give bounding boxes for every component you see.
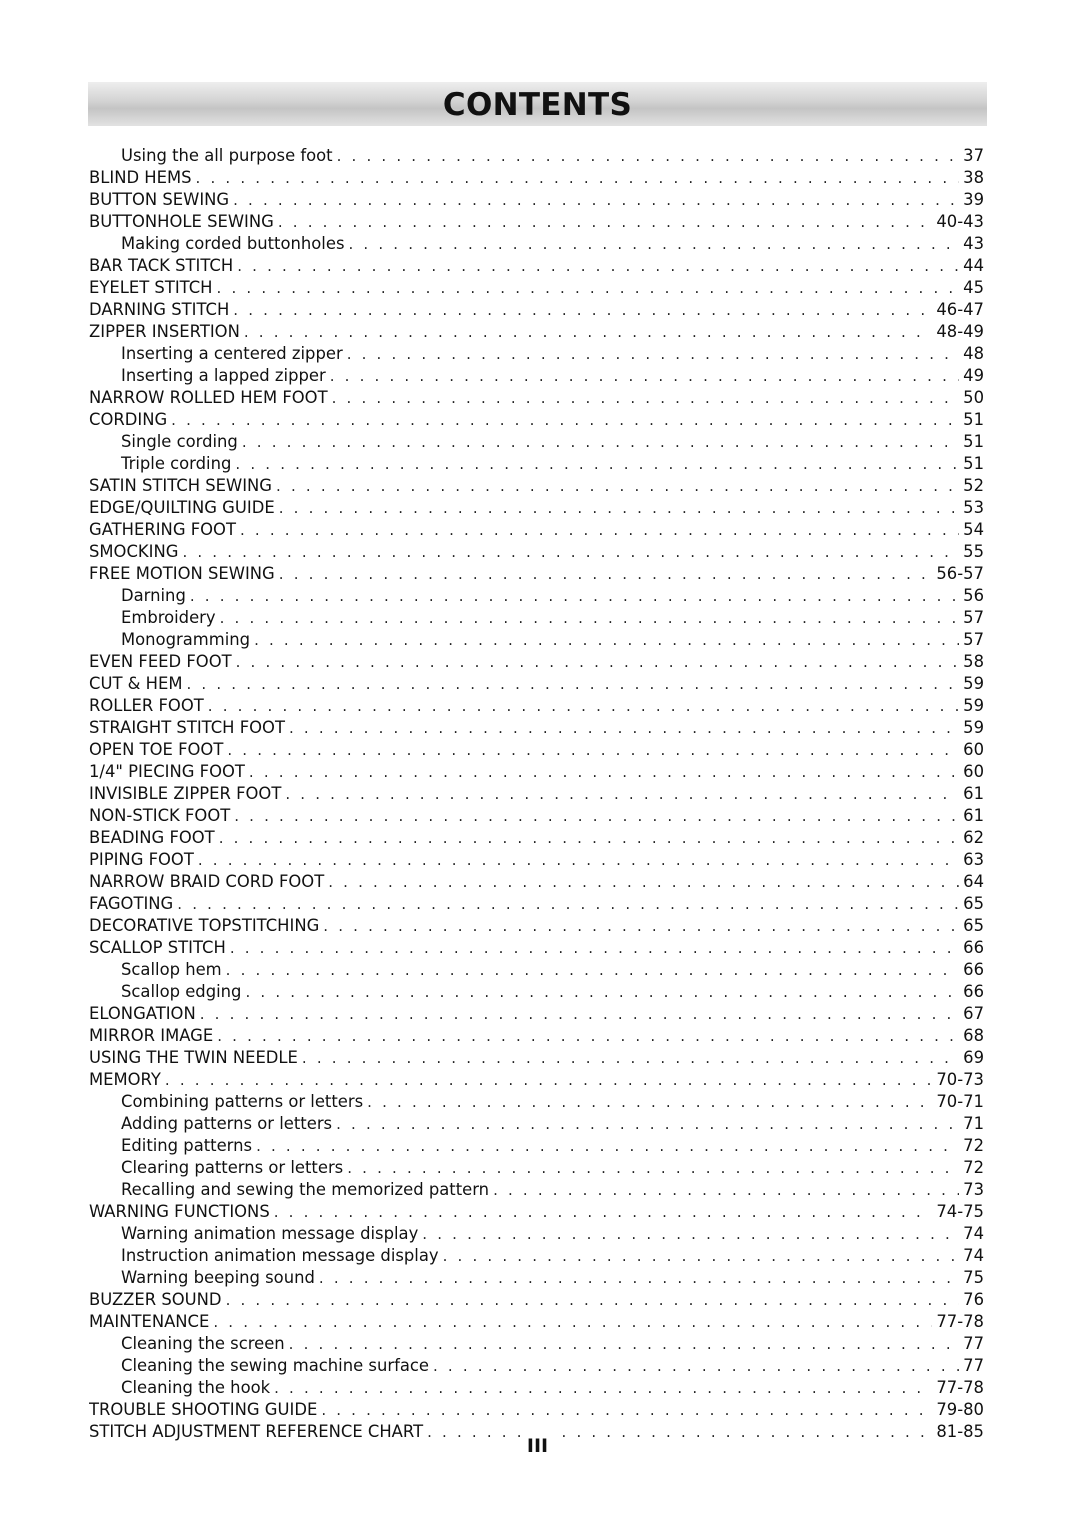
toc-entry-label: Embroidery [121, 608, 216, 627]
toc-entry-label: DARNING STITCH [89, 300, 230, 319]
dot-leader [244, 321, 933, 343]
dot-leader [177, 893, 959, 915]
toc-entry-label: Combining patterns or letters [121, 1092, 364, 1111]
toc-entry-page: 75 [963, 1268, 984, 1287]
toc-entry-label: Making corded buttonholes [121, 234, 345, 253]
toc-subentry [89, 981, 984, 1003]
toc-entry-page: 66 [963, 960, 984, 979]
dot-leader [233, 189, 959, 211]
toc-subentry [89, 1333, 984, 1355]
toc-entry [89, 1047, 984, 1069]
toc-entry-label: GATHERING FOOT [89, 520, 236, 539]
dot-leader [227, 739, 959, 761]
dot-leader [217, 277, 960, 299]
toc-entry-page: 74-75 [936, 1202, 984, 1221]
toc-entry-page: 51 [963, 454, 984, 473]
dot-leader [274, 1201, 933, 1223]
toc-subentry [89, 959, 984, 981]
dot-leader [422, 1223, 959, 1245]
dot-leader [348, 233, 959, 255]
toc-entry-page: 59 [963, 718, 984, 737]
toc-entry-label: NARROW BRAID CORD FOOT [89, 872, 325, 891]
toc-entry-label: Monogramming [121, 630, 251, 649]
toc-entry-page: 57 [963, 630, 984, 649]
contents-header-banner [88, 82, 987, 126]
dot-leader [279, 563, 933, 585]
toc-entry-label: Recalling and sewing the memorized pattern [121, 1180, 490, 1199]
dot-leader [336, 1113, 959, 1135]
toc-entry-label: Cleaning the sewing machine surface [121, 1356, 429, 1375]
dot-leader [433, 1355, 959, 1377]
toc-entry-label: MEMORY [89, 1070, 161, 1089]
dot-leader [274, 1377, 932, 1399]
toc-entry-label: Inserting a lapped zipper [121, 366, 326, 385]
toc-entry [89, 255, 984, 277]
dot-leader [289, 1333, 959, 1355]
toc-entry-label: WARNING FUNCTIONS [89, 1202, 270, 1221]
toc-entry-page: 45 [963, 278, 984, 297]
toc-entry-page: 77 [963, 1334, 984, 1353]
toc-entry-page: 66 [963, 982, 984, 1001]
toc-entry-label: MIRROR IMAGE [89, 1026, 214, 1045]
toc-entry-label: INVISIBLE ZIPPER FOOT [89, 784, 282, 803]
toc-entry-label: Scallop edging [121, 982, 242, 1001]
toc-entry-label: Darning [121, 586, 186, 605]
toc-entry-page: 70-71 [936, 1092, 984, 1111]
toc-entry-page: 60 [963, 740, 984, 759]
dot-leader [330, 365, 959, 387]
toc-entry-label: FAGOTING [89, 894, 174, 913]
toc-entry-page: 54 [963, 520, 984, 539]
toc-entry-page: 59 [963, 696, 984, 715]
dot-leader [165, 1069, 932, 1091]
toc-entry-page: 76 [963, 1290, 984, 1309]
toc-entry-page: 77-78 [936, 1312, 984, 1331]
toc-subentry [89, 1223, 984, 1245]
toc-entry-label: SMOCKING [89, 542, 179, 561]
toc-subentry [89, 1113, 984, 1135]
toc-entry-label: NARROW ROLLED HEM FOOT [89, 388, 328, 407]
toc-entry-page: 46-47 [936, 300, 984, 319]
table-of-contents [89, 145, 984, 1443]
toc-entry-label: TROUBLE SHOOTING GUIDE [89, 1400, 318, 1419]
toc-entry-label: BEADING FOOT [89, 828, 215, 847]
toc-subentry [89, 1091, 984, 1113]
toc-entry-page: 55 [963, 542, 984, 561]
toc-entry [89, 651, 984, 673]
toc-entry-label: 1/4" PIECING FOOT [89, 762, 245, 781]
toc-subentry [89, 629, 984, 651]
toc-entry-page: 39 [963, 190, 984, 209]
toc-entry [89, 1003, 984, 1025]
page-number-label: III [524, 1435, 551, 1457]
toc-entry-page: 74 [963, 1224, 984, 1243]
dot-leader [443, 1245, 960, 1267]
toc-subentry [89, 1267, 984, 1289]
toc-entry-page: 67 [963, 1004, 984, 1023]
toc-entry-label: NON-STICK FOOT [89, 806, 231, 825]
dot-leader [220, 607, 960, 629]
dot-leader [332, 387, 960, 409]
toc-entry-page: 59 [963, 674, 984, 693]
dot-leader [337, 145, 960, 167]
toc-entry-page: 51 [963, 432, 984, 451]
toc-entry [89, 915, 984, 937]
toc-entry-page: 61 [963, 806, 984, 825]
dot-leader [321, 1399, 932, 1421]
toc-entry-page: 77-78 [936, 1378, 984, 1397]
toc-entry [89, 783, 984, 805]
toc-entry [89, 167, 984, 189]
toc-entry-page: 77 [963, 1356, 984, 1375]
toc-entry-page: 56-57 [936, 564, 984, 583]
toc-entry-label: EVEN FEED FOOT [89, 652, 232, 671]
dot-leader [226, 1289, 960, 1311]
dot-leader [240, 519, 959, 541]
toc-entry-page: 52 [963, 476, 984, 495]
toc-entry-label: Adding patterns or letters [121, 1114, 333, 1133]
toc-entry [89, 1289, 984, 1311]
toc-entry [89, 299, 984, 321]
dot-leader [328, 871, 959, 893]
dot-leader [302, 1047, 959, 1069]
toc-entry [89, 871, 984, 893]
dot-leader [289, 717, 959, 739]
toc-entry-label: ELONGATION [89, 1004, 196, 1023]
dot-leader [256, 1135, 959, 1157]
toc-entry [89, 695, 984, 717]
toc-entry-label: BLIND HEMS [89, 168, 192, 187]
dot-leader [198, 849, 959, 871]
dot-leader [226, 959, 959, 981]
toc-entry [89, 1201, 984, 1223]
toc-entry-page: 66 [963, 938, 984, 957]
dot-leader [219, 827, 959, 849]
toc-subentry [89, 1355, 984, 1377]
toc-subentry [89, 453, 984, 475]
toc-entry-label: ROLLER FOOT [89, 696, 204, 715]
toc-entry-label: EYELET STITCH [89, 278, 213, 297]
toc-entry-label: USING THE TWIN NEEDLE [89, 1048, 298, 1067]
toc-entry-label: STRAIGHT STITCH FOOT [89, 718, 285, 737]
toc-subentry [89, 233, 984, 255]
toc-entry-page: 81-85 [936, 1422, 984, 1441]
toc-entry-page: 60 [963, 762, 984, 781]
dot-leader [249, 761, 959, 783]
dot-leader [237, 255, 959, 277]
dot-leader [279, 497, 959, 519]
toc-entry [89, 1399, 984, 1421]
toc-entry-page: 69 [963, 1048, 984, 1067]
toc-entry [89, 1069, 984, 1091]
toc-entry-page: 49 [963, 366, 984, 385]
toc-entry-label: Cleaning the hook [121, 1378, 271, 1397]
toc-entry [89, 563, 984, 585]
toc-entry [89, 189, 984, 211]
toc-entry-page: 61 [963, 784, 984, 803]
page-number [0, 1434, 1075, 1458]
toc-entry-label: BUTTONHOLE SEWING [89, 212, 274, 231]
toc-entry-page: 65 [963, 916, 984, 935]
toc-entry-page: 63 [963, 850, 984, 869]
toc-entry-page: 73 [963, 1180, 984, 1199]
toc-entry [89, 519, 984, 541]
toc-entry-label: Clearing patterns or letters [121, 1158, 344, 1177]
toc-entry-page: 65 [963, 894, 984, 913]
toc-entry-label: Single cording [121, 432, 238, 451]
dot-leader [213, 1311, 932, 1333]
toc-entry [89, 1025, 984, 1047]
dot-leader [234, 805, 959, 827]
dot-leader [245, 981, 959, 1003]
toc-entry-page: 44 [963, 256, 984, 275]
toc-entry-page: 71 [963, 1114, 984, 1133]
toc-entry [89, 673, 984, 695]
dot-leader [285, 783, 959, 805]
toc-entry-label: BUTTON SEWING [89, 190, 230, 209]
dot-leader [186, 673, 959, 695]
toc-entry [89, 761, 984, 783]
toc-entry-page: 48-49 [936, 322, 984, 341]
toc-entry-page: 56 [963, 586, 984, 605]
dot-leader [200, 1003, 959, 1025]
dot-leader [242, 431, 959, 453]
toc-entry-label: BUZZER SOUND [89, 1290, 222, 1309]
toc-entry [89, 409, 984, 431]
toc-entry-label: Triple cording [121, 454, 232, 473]
toc-entry-label: DECORATIVE TOPSTITCHING [89, 916, 320, 935]
toc-entry-page: 50 [963, 388, 984, 407]
dot-leader [278, 211, 933, 233]
page-title: CONTENTS [442, 87, 633, 123]
toc-entry-label: ZIPPER INSERTION [89, 322, 240, 341]
toc-entry-page: 70-73 [936, 1070, 984, 1089]
toc-entry-page: 68 [963, 1026, 984, 1045]
toc-entry-page: 62 [963, 828, 984, 847]
toc-entry [89, 849, 984, 871]
toc-entry-page: 38 [963, 168, 984, 187]
toc-entry-label: Cleaning the screen [121, 1334, 285, 1353]
toc-entry-page: 58 [963, 652, 984, 671]
dot-leader [367, 1091, 932, 1113]
toc-entry-page: 48 [963, 344, 984, 363]
toc-entry-page: 72 [963, 1136, 984, 1155]
toc-entry-label: SATIN STITCH SEWING [89, 476, 273, 495]
toc-entry [89, 827, 984, 849]
toc-entry-label: Warning beeping sound [121, 1268, 315, 1287]
toc-subentry [89, 1157, 984, 1179]
dot-leader [233, 299, 932, 321]
toc-subentry [89, 145, 984, 167]
toc-subentry [89, 585, 984, 607]
toc-entry [89, 1311, 984, 1333]
toc-entry [89, 387, 984, 409]
toc-entry-label: CORDING [89, 410, 168, 429]
toc-entry-page: 40-43 [936, 212, 984, 231]
dot-leader [190, 585, 959, 607]
toc-entry-page: 51 [963, 410, 984, 429]
toc-subentry [89, 431, 984, 453]
dot-leader [493, 1179, 959, 1201]
dot-leader [254, 629, 959, 651]
toc-entry-page: 64 [963, 872, 984, 891]
toc-entry [89, 211, 984, 233]
toc-entry-page: 57 [963, 608, 984, 627]
toc-entry-page: 43 [963, 234, 984, 253]
dot-leader [196, 167, 960, 189]
toc-entry-label: Scallop hem [121, 960, 222, 979]
toc-entry-label: OPEN TOE FOOT [89, 740, 224, 759]
toc-entry-label: Warning animation message display [121, 1224, 419, 1243]
toc-entry-label: CUT & HEM [89, 674, 183, 693]
toc-entry-label: PIPING FOOT [89, 850, 194, 869]
toc-subentry [89, 1377, 984, 1399]
toc-entry-page: 72 [963, 1158, 984, 1177]
toc-subentry [89, 1135, 984, 1157]
toc-entry [89, 497, 984, 519]
toc-entry-label: Editing patterns [121, 1136, 253, 1155]
toc-entry-label: EDGE/QUILTING GUIDE [89, 498, 275, 517]
dot-leader [323, 915, 959, 937]
toc-entry-label: STITCH ADJUSTMENT REFERENCE CHART [89, 1422, 424, 1441]
toc-entry-label: FREE MOTION SEWING [89, 564, 275, 583]
toc-entry [89, 277, 984, 299]
toc-entry [89, 805, 984, 827]
toc-subentry [89, 1179, 984, 1201]
toc-entry [89, 475, 984, 497]
toc-subentry [89, 1245, 984, 1267]
toc-entry [89, 321, 984, 343]
toc-entry-page: 53 [963, 498, 984, 517]
toc-subentry [89, 607, 984, 629]
dot-leader [236, 651, 960, 673]
dot-leader [217, 1025, 959, 1047]
toc-entry [89, 717, 984, 739]
toc-entry [89, 541, 984, 563]
dot-leader [171, 409, 959, 431]
dot-leader [182, 541, 959, 563]
dot-leader [208, 695, 959, 717]
toc-entry-label: Instruction animation message display [121, 1246, 439, 1265]
toc-entry-label: BAR TACK STITCH [89, 256, 234, 275]
toc-subentry [89, 365, 984, 387]
dot-leader [230, 937, 959, 959]
dot-leader [347, 343, 959, 365]
toc-entry [89, 893, 984, 915]
dot-leader [347, 1157, 959, 1179]
dot-leader [319, 1267, 959, 1289]
toc-subentry [89, 343, 984, 365]
toc-entry-page: 37 [963, 146, 984, 165]
toc-entry-page: 79-80 [936, 1400, 984, 1419]
toc-entry [89, 739, 984, 761]
dot-leader [235, 453, 959, 475]
toc-entry-label: SCALLOP STITCH [89, 938, 226, 957]
toc-entry-label: MAINTENANCE [89, 1312, 210, 1331]
toc-entry [89, 937, 984, 959]
toc-entry-label: Using the all purpose foot [121, 146, 333, 165]
toc-entry-label: Inserting a centered zipper [121, 344, 343, 363]
dot-leader [276, 475, 959, 497]
toc-entry-page: 74 [963, 1246, 984, 1265]
